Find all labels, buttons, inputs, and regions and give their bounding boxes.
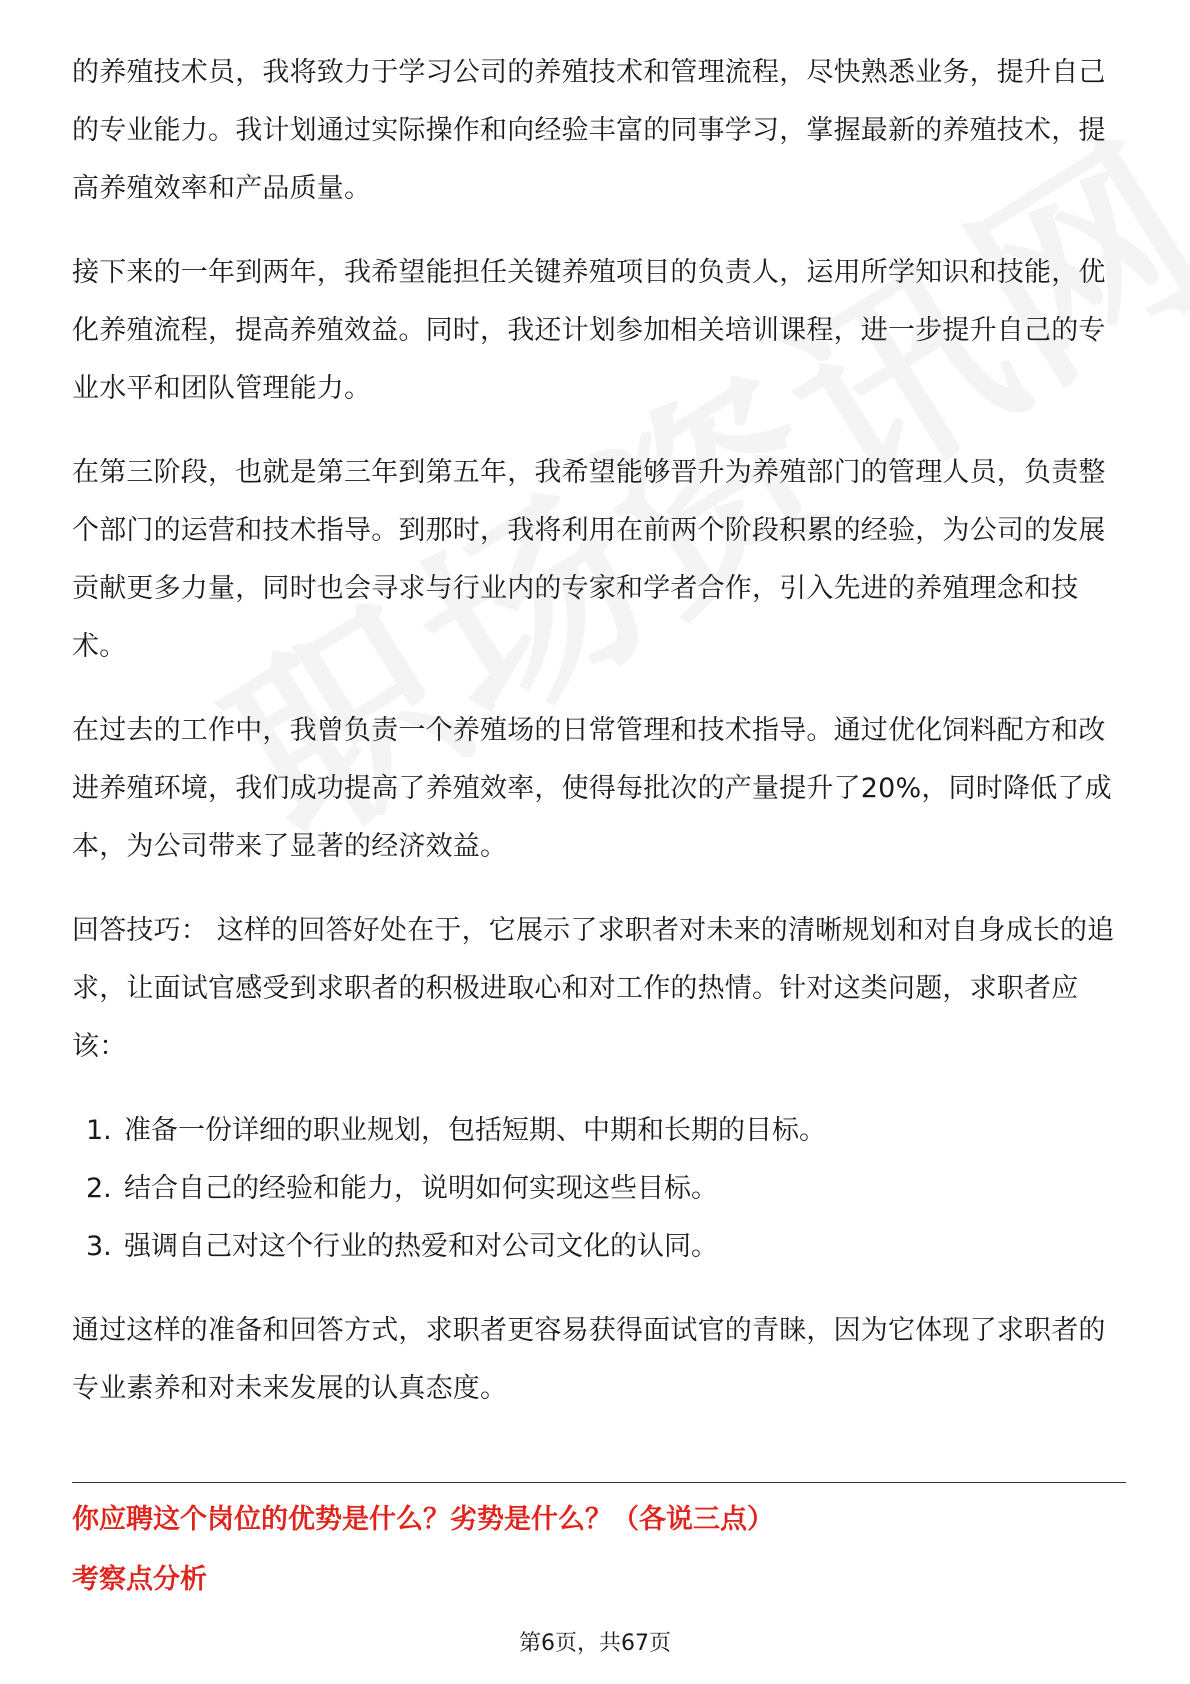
- tips-list: [72, 1102, 1122, 1276]
- paragraph-stage-one: 的养殖技术员，我将致力于学习公司的养殖技术和管理流程，尽快熟悉业务，提升自己的专业能力。我计划通过实际操作和向经验丰富的同事学习，掌握最新的养殖技术，提高养殖效率和产品质量。: [72, 57, 1106, 204]
- section-divider: [72, 1482, 1126, 1483]
- list-item-text: 准备一份详细的职业规划，包括短期、中期和长期的目标。: [124, 1115, 826, 1146]
- list-item-number: 3.: [86, 1231, 112, 1262]
- paragraph-stage-three: 在第三阶段，也就是第三年到第五年，我希望能够晋升为养殖部门的管理人员，负责整个部门的运营和技术指导。到那时，我将利用在前两个阶段积累的经验，为公司的发展贡献更多力量，同时也会寻求与行业内的专家和学者合作，引入先进的养殖理念和技术。: [72, 457, 1106, 662]
- list-item-number: 2.: [86, 1173, 112, 1204]
- list-item: [86, 1160, 1122, 1218]
- list-item-text: 结合自己的经验和能力，说明如何实现这些目标。: [124, 1173, 718, 1204]
- question-heading: 你应聘这个岗位的优势是什么？劣势是什么？（各说三点）: [72, 1504, 774, 1535]
- body-content: [72, 44, 1122, 1444]
- paragraph-stage-two: 接下来的一年到两年，我希望能担任关键养殖项目的负责人，运用所学知识和技能，优化养殖流程，提高养殖效益。同时，我还计划参加相关培训课程，进一步提升自己的专业水平和团队管理能力。: [72, 257, 1106, 404]
- paragraph-answer-tips: 回答技巧： 这样的回答好处在于，它展示了求职者对未来的清晰规划和对自身成长的追求，让面试官感受到求职者的积极进取心和对工作的热情。针对这类问题，求职者应该：: [72, 915, 1115, 1062]
- list-item-number: 1.: [86, 1115, 112, 1146]
- list-item-text: 强调自己对这个行业的热爱和对公司文化的认同。: [124, 1231, 718, 1262]
- paragraph-closing: 通过这样的准备和回答方式，求职者更容易获得面试官的青睐，因为它体现了求职者的专业素养和对未来发展的认真态度。: [72, 1315, 1106, 1404]
- list-item: [86, 1102, 1122, 1160]
- list-item: [86, 1218, 1122, 1276]
- paragraph-past-experience: 在过去的工作中，我曾负责一个养殖场的日常管理和技术指导。通过优化饲料配方和改进养殖环境，我们成功提高了养殖效率，使得每批次的产量提升了20%，同时降低了成本，为公司带来了显著的经济效益。: [72, 715, 1112, 862]
- analysis-heading: 考察点分析: [72, 1564, 207, 1595]
- page-number-footer: 第6页，共67页: [519, 1631, 671, 1656]
